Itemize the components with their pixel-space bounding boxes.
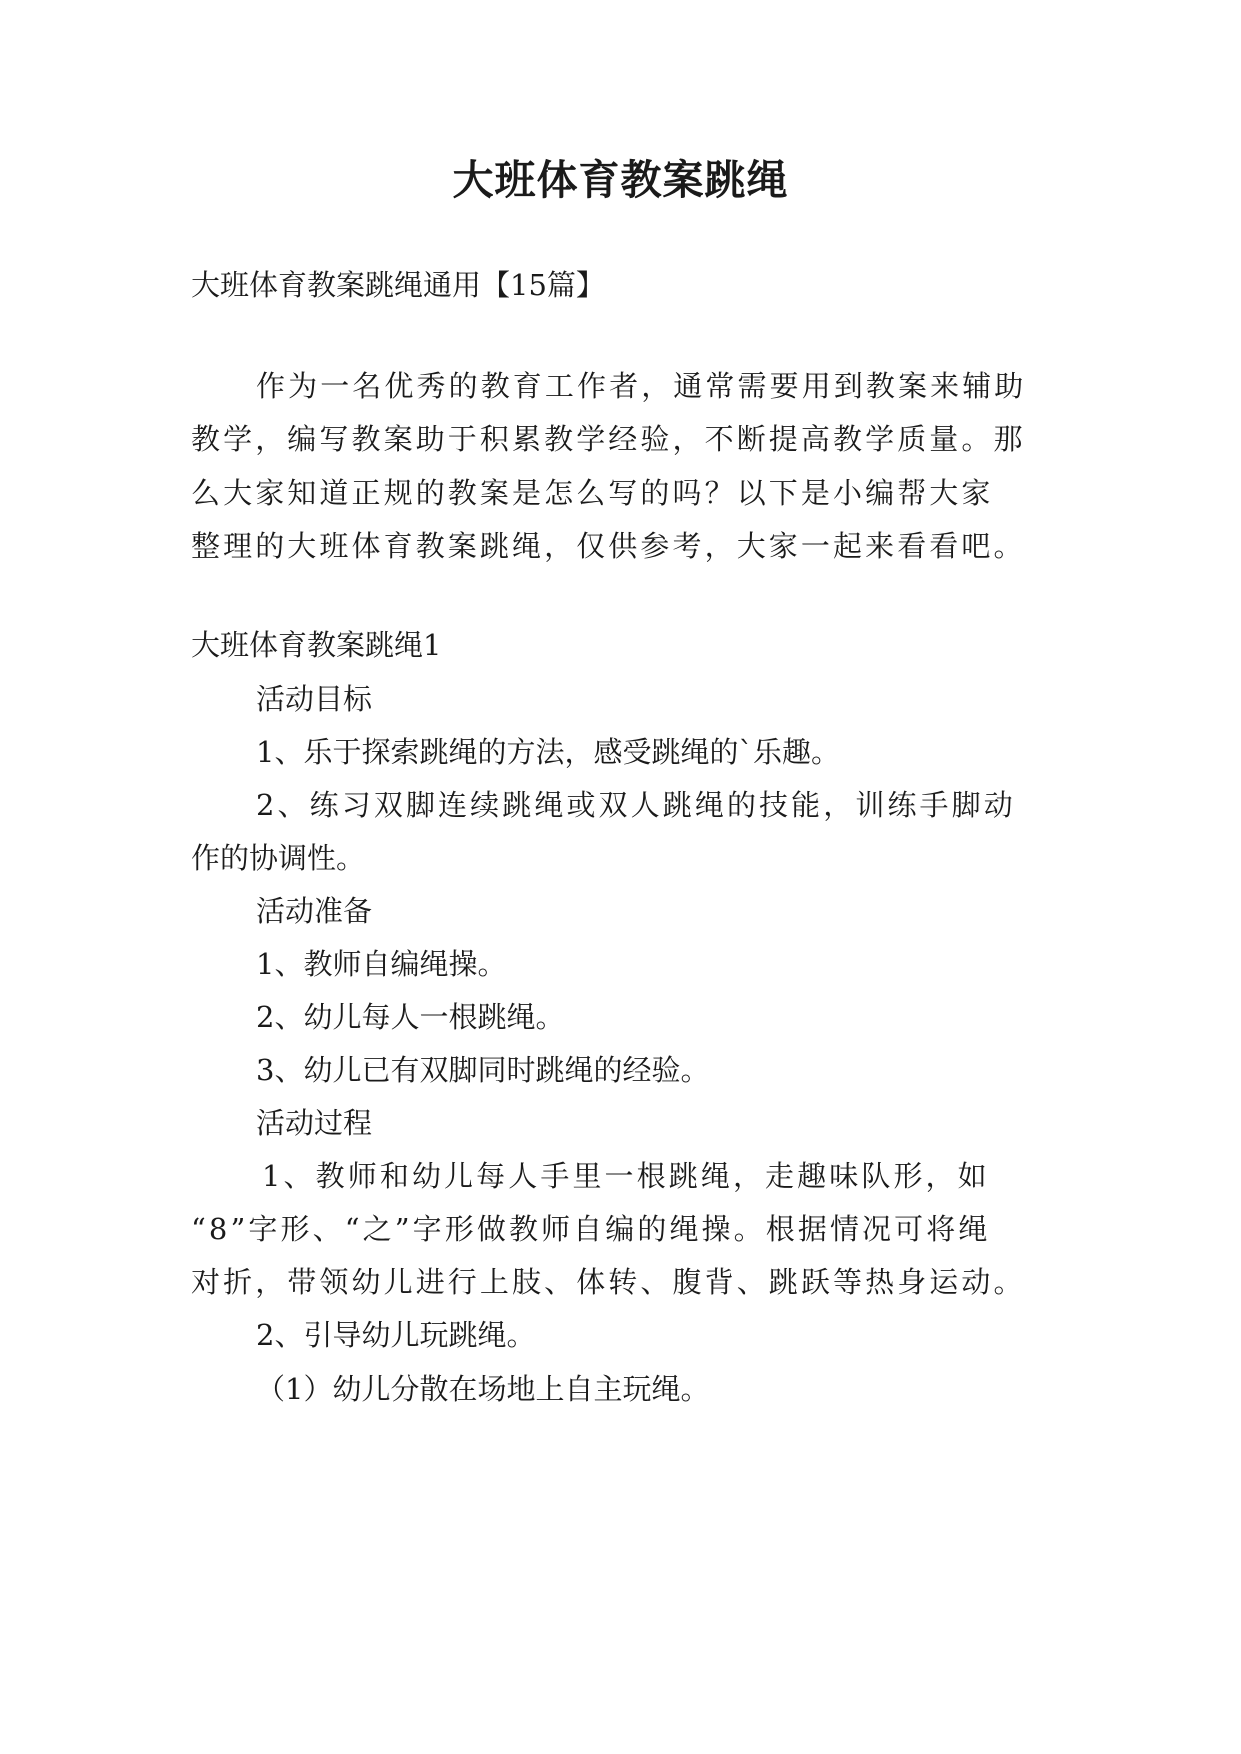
- prep-item-1: 1、教师自编绳操。: [256, 947, 507, 981]
- intro-line-1: 作为一名优秀的教育工作者，通常需要用到教案来辅助: [256, 369, 1027, 403]
- prep-item-3: 3、幼儿已有双脚同时跳绳的经验。: [256, 1053, 710, 1087]
- goals-heading: 活动目标: [256, 682, 373, 716]
- process-heading: 活动过程: [256, 1106, 373, 1140]
- document-subtitle: 大班体育教案跳绳通用【15篇】: [191, 268, 605, 302]
- goal-item-2-line-1: 2、练习双脚连续跳绳或双人跳绳的技能，训练手脚动: [256, 788, 1016, 822]
- document-title: 大班体育教案跳绳: [452, 156, 789, 204]
- process-item-1-line-1: 1、教师和幼儿每人手里一根跳绳，走趣味队形，如: [262, 1159, 990, 1193]
- goal-item-1: 1、乐于探索跳绳的方法，感受跳绳的`乐趣。: [256, 735, 840, 769]
- process-item-1-line-3: 对折，带领幼儿进行上肢、体转、腹背、跳跃等热身运动。: [191, 1265, 1026, 1299]
- intro-line-4: 整理的大班体育教案跳绳，仅供参考，大家一起来看看吧。: [191, 529, 1026, 563]
- process-item-2-sub-1: （1）幼儿分散在场地上自主玩绳。: [256, 1372, 710, 1406]
- intro-line-3: 么大家知道正规的教案是怎么写的吗？以下是小编帮大家: [191, 476, 994, 510]
- intro-line-2: 教学，编写教案助于积累教学经验，不断提高教学质量。那: [191, 422, 1026, 456]
- section-heading: 大班体育教案跳绳1: [191, 628, 442, 662]
- goal-item-2-line-2: 作的协调性。: [191, 841, 366, 875]
- prep-heading: 活动准备: [256, 894, 373, 928]
- process-item-1-line-2: “8”字形、“之”字形做教师自编的绳操。根据情况可将绳: [191, 1212, 991, 1246]
- process-item-2: 2、引导幼儿玩跳绳。: [256, 1318, 536, 1352]
- prep-item-2: 2、幼儿每人一根跳绳。: [256, 1000, 565, 1034]
